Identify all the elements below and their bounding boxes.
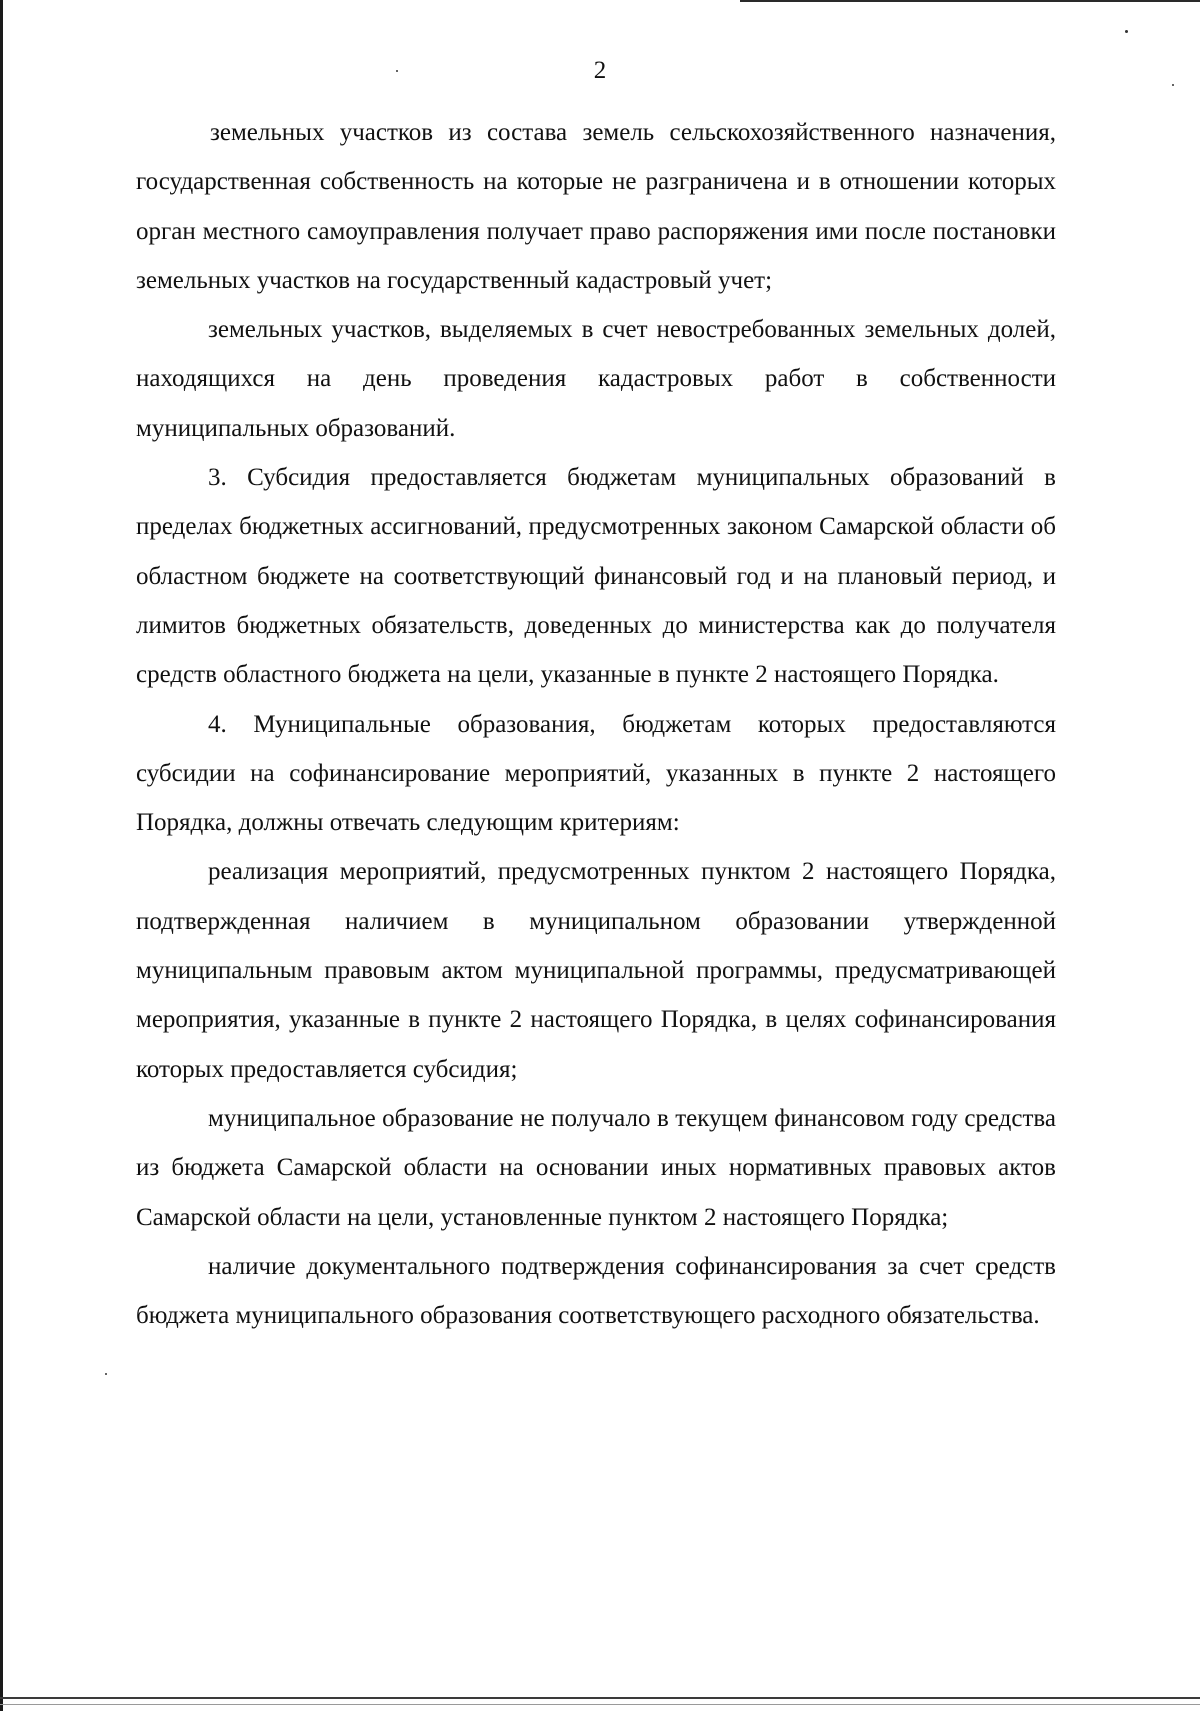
paragraph-criterion-no-other-funding: муниципальное образование не получало в текущем финансовом году средства из бюджета Самарской области на основании иных нормативных правовых актов Самарской области на цели, установленные пунктом 2 настоящего Порядка; (136, 1104, 1056, 1231)
scan-edge-bottom-thin (0, 1704, 1200, 1705)
scan-speck (1125, 30, 1128, 33)
page-number: 2 (593, 57, 607, 84)
paragraph-item-4-criteria: 4. Муниципальные образования, бюджетам которых предоставляются субсидии на софинансирование мероприятий, указанных в пункте 2 настоящего Порядка, должны отвечать следующим критериям: (136, 710, 1056, 837)
paragraph-criterion-program: реализация мероприятий, предусмотренных пунктом 2 настоящего Порядка, подтвержденная наличием в муниципальном образовании утвержденной муниципальным правовым актом муниципальной программы, предусматривающей мероприятия, указанные в пункте 2 настоящего Порядка, в целях софинансирования которых предоставляется субсидия; (136, 858, 1056, 1083)
paragraph-item-3-subsidy: 3. Субсидия предоставляется бюджетам муниципальных образований в пределах бюджетных ассигнований, предусмотренных законом Самарской области об областном бюджете на соответствующий финансовый год и на плановый период, и лимитов бюджетных обязательств, доведенных до министерства как до получателя средств областного бюджета на цели, указанные в пункте 2 настоящего Порядка. (136, 464, 1056, 689)
scan-speck (105, 1373, 107, 1375)
scan-edge-left (0, 0, 3, 1711)
scan-edge-top (740, 0, 1200, 2)
scan-edge-bottom (0, 1697, 1200, 1699)
document-body (136, 108, 1056, 1340)
paragraph-criterion-cofinancing: наличие документального подтверждения софинансирования за счет средств бюджета муниципального образования соответствующего расходного обязательства. (136, 1252, 1056, 1330)
paragraph-land-plots-agricultural: земельных участков из состава земель сельскохозяйственного назначения, государственная собственность на которые не разграничена и в отношении которых орган местного самоуправления получает право распоряжения ими после постановки земельных участков на государственный кадастровый учет; (136, 119, 1056, 294)
paragraph-land-plots-unclaimed-shares: земельных участков, выделяемых в счет невостребованных земельных долей, находящихся на день проведения кадастровых работ в собственности муниципальных образований. (136, 316, 1056, 442)
